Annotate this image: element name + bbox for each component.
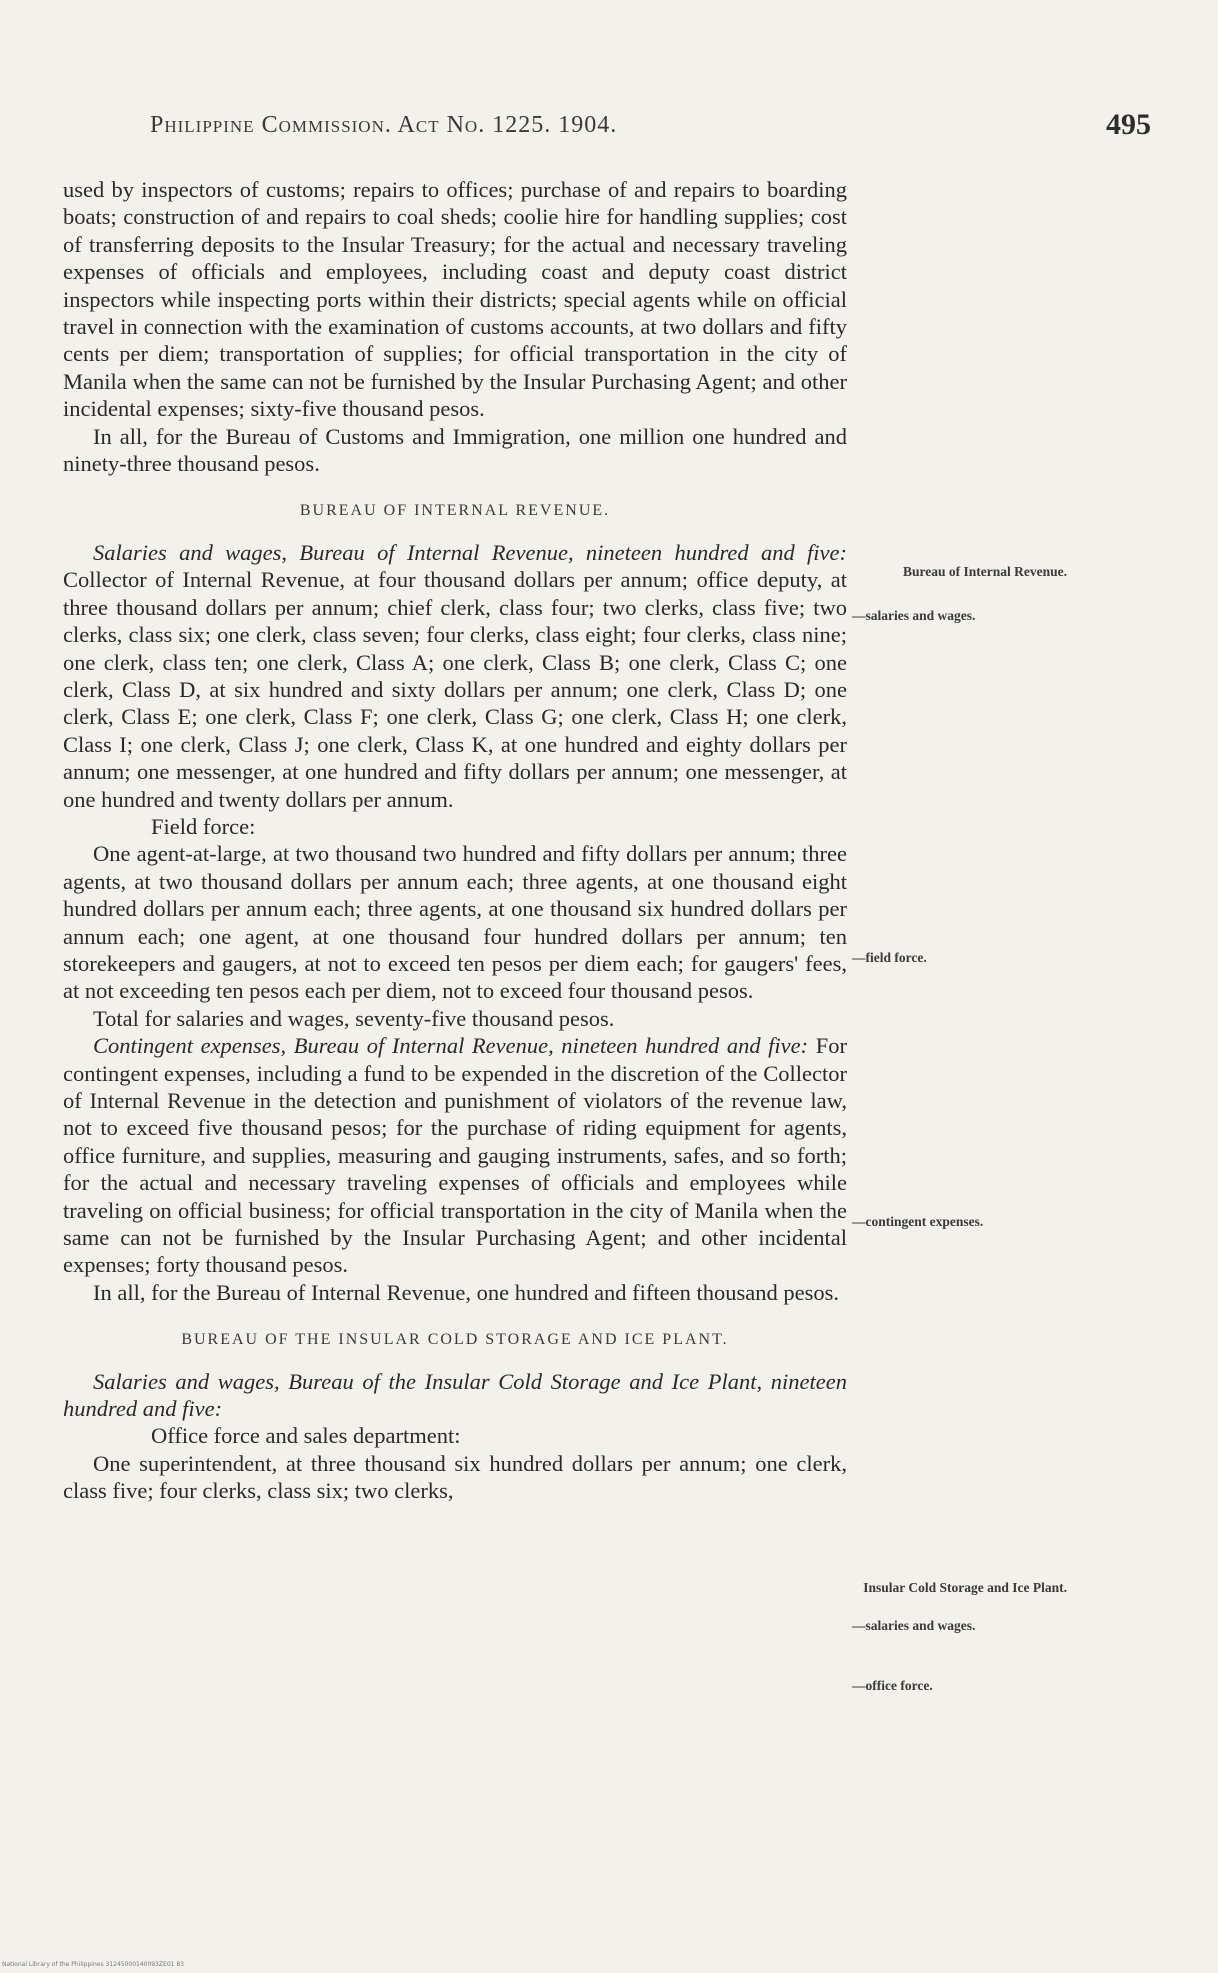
margin-note-cs-salaries: —salaries and wages. bbox=[852, 1618, 976, 1633]
library-stamp: National Library of the Philippines 31245000140093ZE01 83 bbox=[2, 1961, 184, 1968]
margin-note-contingent: —contingent expenses. bbox=[852, 1214, 984, 1229]
ir-salaries-text: Collector of Internal Revenue, at four thousand dollars per annum; office deputy, at three thousand dollars per annum; chief clerk, class four; two clerks, class five; two clerks, class six; one clerk, class seven; four clerks, class eight; four clerks, class nine; one clerk, class ten; one clerk, Class A; one clerk, Class B; one clerk, Class C; one clerk, Class D, at six hundred and sixty dollars per annum; one clerk, Class D; one clerk, Class E; one clerk, Class F; one clerk, Class G; one clerk, Class H; one clerk, Class I; one clerk, Class J; one clerk, Class K, at one hundred and eighty dollars per annum; one messenger, at one hundred and fifty dollars per annum; one messenger, at one hundred and twenty dollars per annum. bbox=[63, 567, 847, 812]
ir-contingent-text: For contingent expenses, including a fund to be expended in the discretion of the Collector of Internal Revenue in the detection and punishment of violators of the revenue law, not to exceed five thousand pesos; for the purchase of riding equipment for agents, office furniture, and supplies, measuring and gauging instruments, safes, and so forth; for the actual and necessary traveling expenses of officials and employees while traveling on official business; for official transportation in the city of Manila when the same can not be furnished by the Insular Purchasing Agent; and other incidental expenses; forty thousand pesos. bbox=[63, 1033, 847, 1278]
section-heading-cold-storage: BUREAU OF THE INSULAR COLD STORAGE AND ICE PLANT. bbox=[181, 1331, 729, 1349]
office-force-label: Office force and sales department: bbox=[151, 1423, 461, 1449]
paragraph-cs-salaries-lead: Salaries and wages, Bureau of the Insular Cold Storage and Ice Plant, nineteen hundred and five: bbox=[63, 1368, 847, 1422]
page-number: 495 bbox=[1106, 108, 1151, 141]
paragraph-office-force: One superintendent, at three thousand six hundred dollars per annum; one clerk, class five; four clerks, class six; two clerks, bbox=[63, 1450, 847, 1504]
margin-note-internal-revenue: Bureau of Internal Revenue. bbox=[903, 564, 1067, 579]
field-force-label: Field force: bbox=[151, 813, 256, 839]
paragraph-ir-total: In all, for the Bureau of Internal Revenue, one hundred and fifteen thousand pesos. bbox=[93, 1279, 840, 1305]
paragraph-customs-total: In all, for the Bureau of Customs and Immigration, one million one hundred and ninety-three thousand pesos. bbox=[63, 423, 847, 477]
margin-note-ir-salaries: —salaries and wages. bbox=[852, 608, 976, 623]
section-heading-internal-revenue: BUREAU OF INTERNAL REVENUE. bbox=[299, 502, 611, 520]
margin-note-field-force: —field force. bbox=[852, 950, 927, 965]
margin-note-cold-storage: Insular Cold Storage and Ice Plant. bbox=[863, 1580, 1067, 1595]
paragraph-ir-salaries bbox=[63, 539, 847, 813]
running-head: Philippine Commission. Act No. 1225. 1904. bbox=[150, 112, 618, 138]
margin-note-office-force: —office force. bbox=[852, 1678, 933, 1693]
ir-salaries-lead: Salaries and wages, Bureau of Internal Revenue, nineteen hundred and five: bbox=[93, 539, 847, 565]
ir-contingent-lead: Contingent expenses, Bureau of Internal Revenue, nineteen hundred and five: bbox=[93, 1033, 809, 1059]
paragraph-field-force: One agent-at-large, at two thousand two hundred and fifty dollars per annum; three agents, at two thousand dollars per annum each; three agents, at one thousand eight hundred dollars per annum each; three agents, at one thousand six hundred dollars per annum each; one agent, at one thousand four hundred dollars per annum; ten storekeepers and gaugers, at not to exceed ten pesos per diem each; for gaugers' fees, at not exceeding ten pesos each per diem, not to exceed four thousand pesos. bbox=[63, 841, 847, 1004]
body-text-column bbox=[63, 176, 847, 1505]
paragraph-customs-continued: used by inspectors of customs; repairs to offices; purchase of and repairs to boarding boats; construction of and repairs to coal sheds; coolie hire for handling supplies; cost of transferring deposits to the Insular Treasury; for the actual and necessary traveling expenses of officials and employees, including coast and deputy coast district inspectors while inspecting ports within their districts; special agents while on official travel in connection with the examination of customs accounts, at two dollars and fifty cents per diem; transportation of supplies; for official transportation in the city of Manila when the same can not be furnished by the Insular Purchasing Agent; and other incidental expenses; sixty-five thousand pesos. bbox=[63, 177, 847, 422]
paragraph-ir-salaries-total: Total for salaries and wages, seventy-five thousand pesos. bbox=[93, 1005, 615, 1031]
paragraph-ir-contingent bbox=[63, 1032, 847, 1279]
